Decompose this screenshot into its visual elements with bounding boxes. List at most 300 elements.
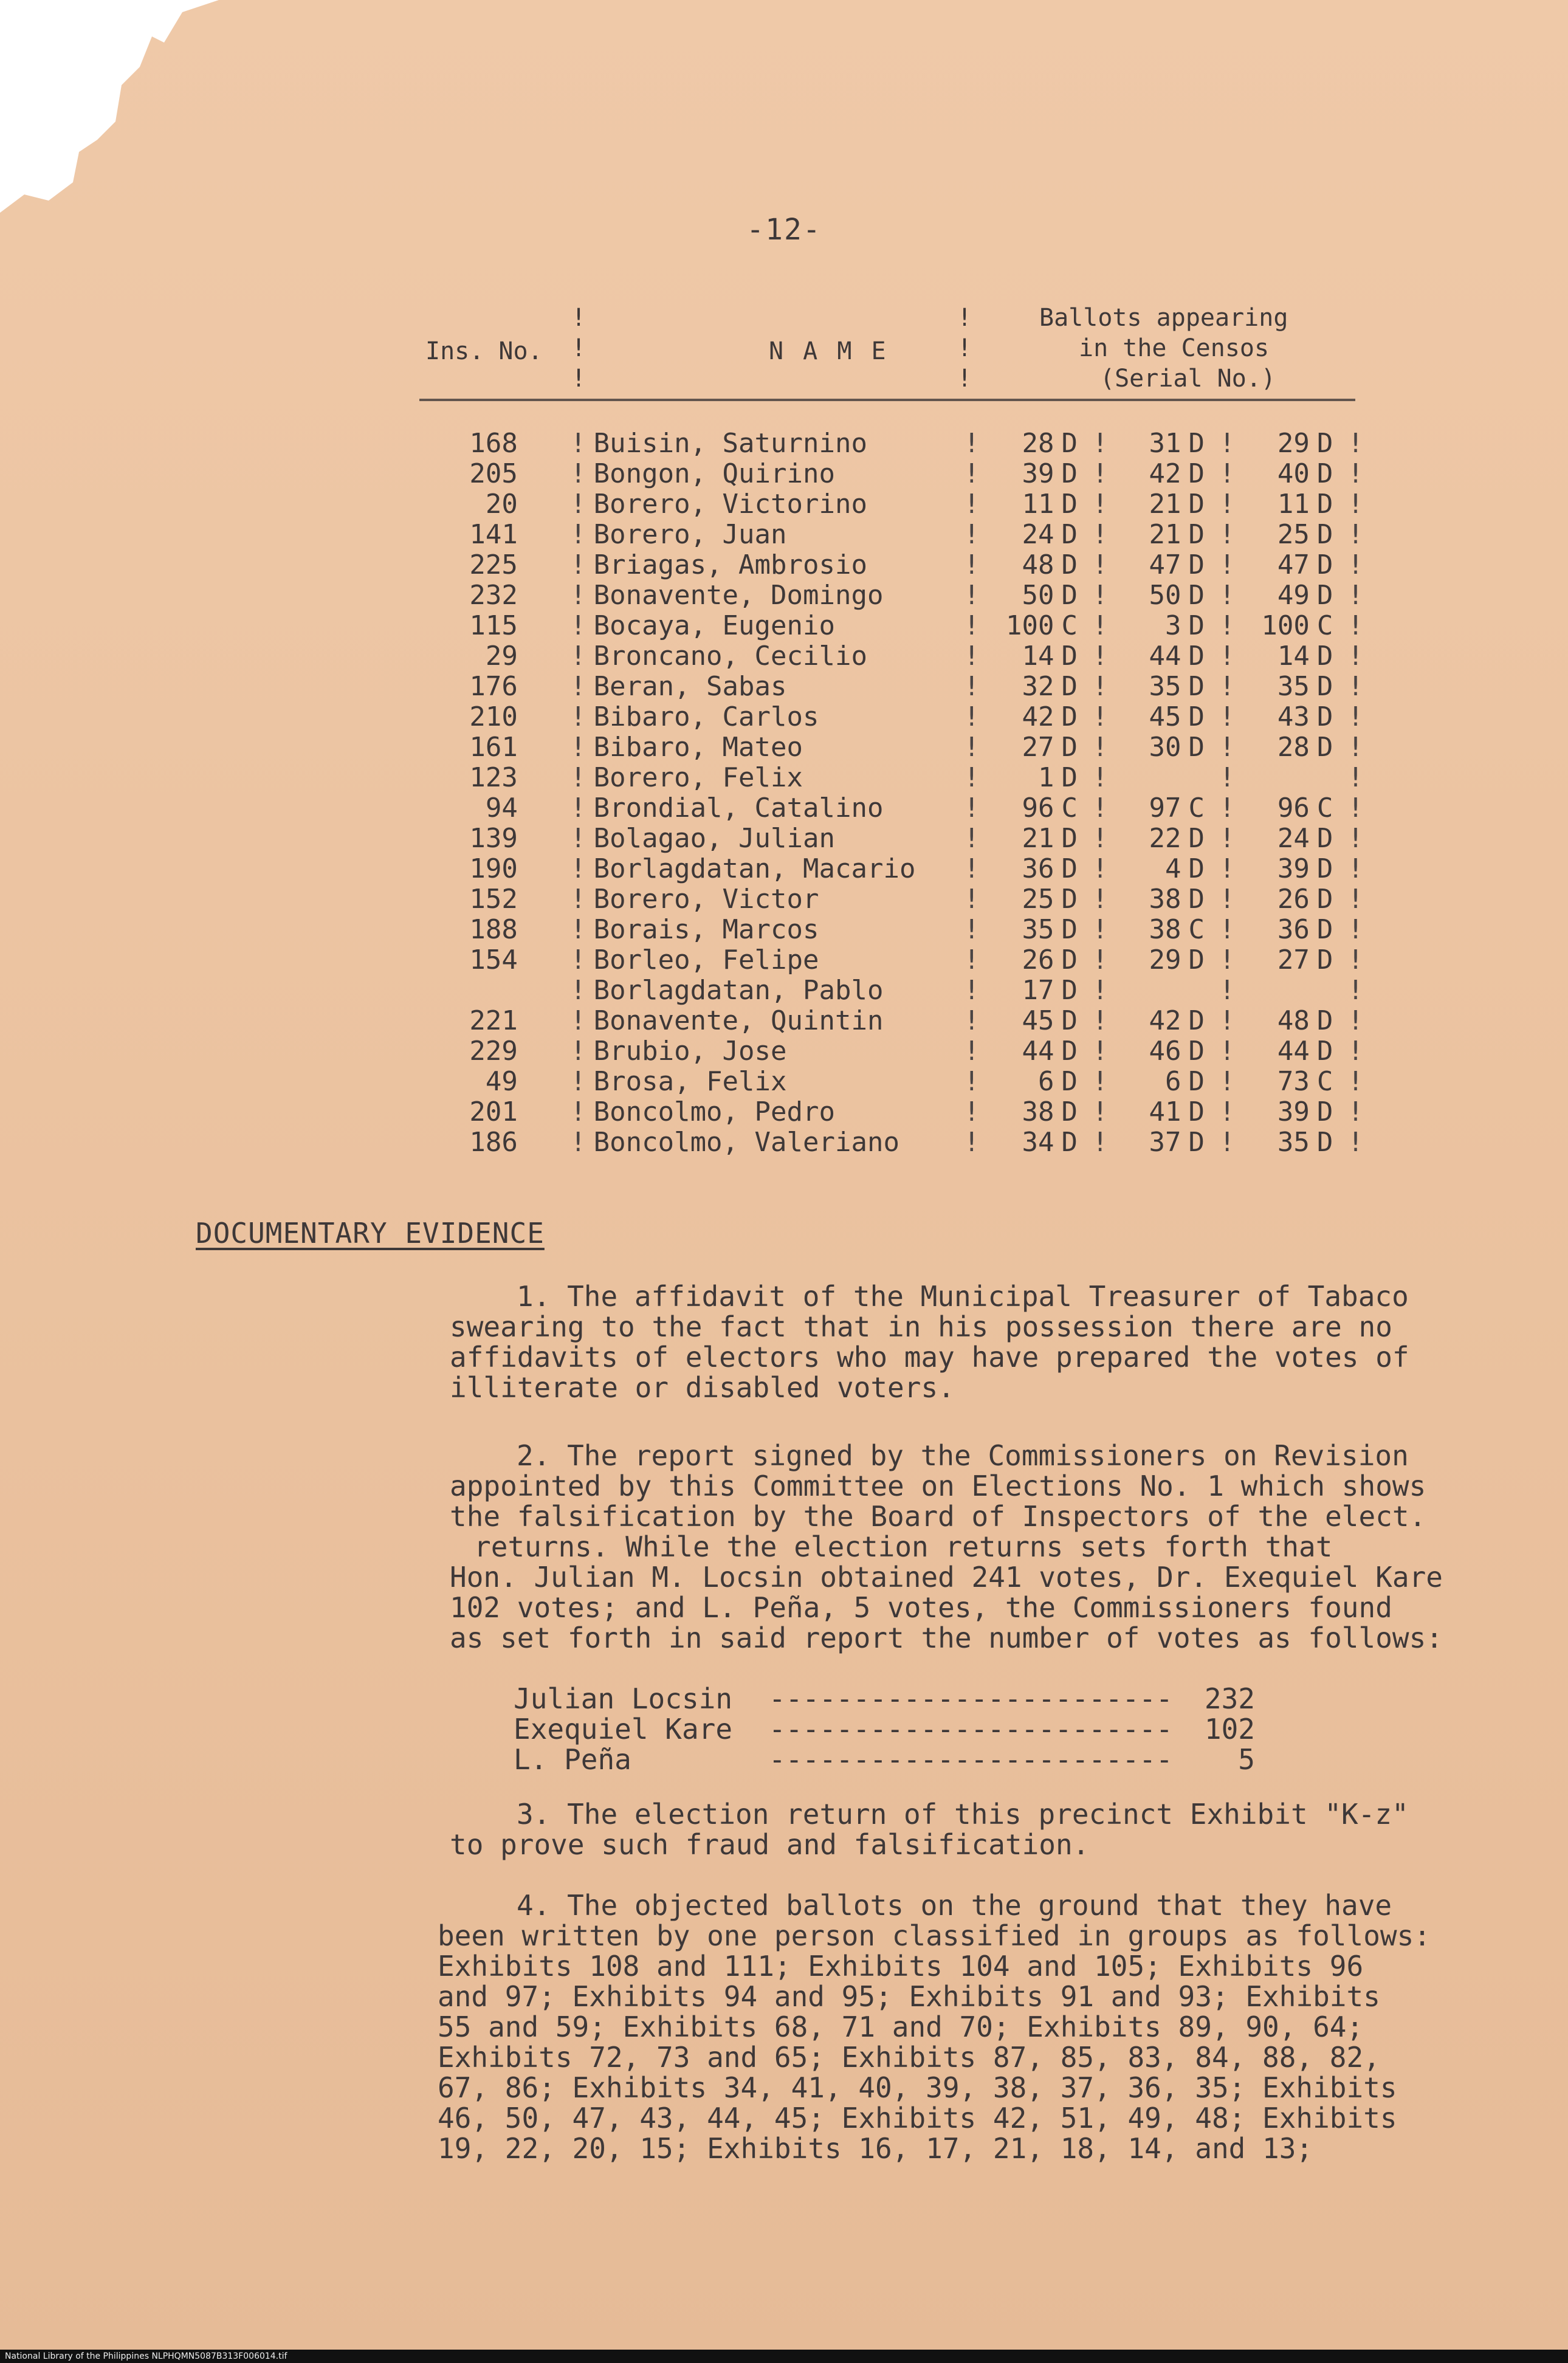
grade-cell: D (1061, 458, 1078, 489)
name-cell: Brubio, Jose (593, 1036, 787, 1067)
column-separator: ! (963, 914, 980, 945)
column-separator: ! (1092, 549, 1109, 580)
grade-cell: C (1316, 793, 1333, 824)
column-separator: ! (1092, 489, 1109, 520)
column-separator: ! (1092, 428, 1109, 459)
vote-count: 5 (1238, 1743, 1255, 1776)
grade-cell: D (1316, 944, 1333, 975)
grade-cell: D (1188, 944, 1205, 975)
serial-cell: 6 (1038, 1066, 1054, 1097)
grade-cell: D (1188, 1066, 1205, 1097)
column-separator: ! (1347, 1066, 1364, 1097)
section-title: DOCUMENTARY EVIDENCE (196, 1217, 545, 1250)
grade-cell: D (1188, 732, 1205, 763)
column-separator: ! (569, 914, 586, 945)
column-separator: ! (963, 701, 980, 732)
grade-cell: D (1316, 732, 1333, 763)
serial-cell: 31 (1149, 428, 1181, 459)
column-separator: ! (569, 853, 586, 884)
column-separator: ! (571, 365, 586, 393)
ins-no-cell: 20 (485, 489, 518, 520)
serial-cell: 47 (1277, 549, 1310, 580)
grade-cell: D (1061, 732, 1078, 763)
grade-cell: D (1061, 975, 1078, 1006)
serial-cell: 44 (1277, 1036, 1310, 1067)
column-separator: ! (1219, 641, 1236, 672)
name-cell: Bonavente, Quintin (593, 1005, 884, 1036)
column-separator: ! (569, 944, 586, 975)
ins-no-cell: 139 (469, 823, 518, 854)
serial-cell: 14 (1277, 641, 1310, 672)
grade-cell: D (1316, 428, 1333, 459)
grade-cell: D (1188, 580, 1205, 611)
column-separator: ! (569, 641, 586, 672)
ins-no-cell: 201 (469, 1096, 518, 1127)
column-separator: ! (1092, 671, 1109, 702)
column-separator: ! (1219, 1036, 1236, 1067)
name-cell: Bolagao, Julian (593, 823, 835, 854)
item1-line: 1. The affidavit of the Municipal Treasurer of Tabaco (517, 1280, 1409, 1313)
grade-cell: D (1061, 489, 1078, 520)
serial-cell: 36 (1022, 853, 1054, 884)
grade-cell: C (1188, 793, 1205, 824)
grade-cell (1189, 763, 1216, 793)
column-separator: ! (963, 428, 980, 459)
grade-cell: D (1188, 428, 1205, 459)
column-separator: ! (963, 975, 980, 1006)
item2-line: returns. While the election returns sets forth that (474, 1530, 1333, 1563)
grade-cell: D (1316, 1127, 1333, 1158)
item4-line: and 97; Exhibits 94 and 95; Exhibits 91 and 93; Exhibits (438, 1980, 1380, 2013)
ins-no-cell: 210 (469, 701, 518, 732)
table-row (419, 884, 1367, 915)
grade-cell: D (1061, 580, 1078, 611)
ins-no-cell: 190 (469, 853, 518, 884)
item2-line: 2. The report signed by the Commissioners on Revision (517, 1439, 1409, 1472)
grade-cell: D (1061, 1036, 1078, 1067)
header-ins-no: Ins. No. (425, 337, 543, 365)
column-separator: ! (963, 884, 980, 915)
ins-no-cell: 176 (469, 671, 518, 702)
grade-cell: C (1188, 914, 1205, 945)
column-separator: ! (1347, 489, 1364, 520)
item4-line: Exhibits 72, 73 and 65; Exhibits 87, 85, 83, 84, 88, 82, (438, 2041, 1380, 2074)
serial-cell: 28 (1022, 428, 1054, 459)
name-cell: Brosa, Felix (593, 1066, 787, 1097)
column-separator: ! (963, 489, 980, 520)
column-separator: ! (963, 1036, 980, 1067)
dash-leader: ------------------------ (769, 1684, 1173, 1714)
column-separator: ! (963, 458, 980, 489)
grade-cell: D (1188, 519, 1205, 550)
serial-cell: 30 (1149, 732, 1181, 763)
grade-cell: D (1188, 701, 1205, 732)
grade-cell: D (1188, 1005, 1205, 1036)
name-cell: Broncano, Cecilio (593, 641, 867, 672)
table-row (419, 732, 1367, 763)
serial-cell: 39 (1022, 458, 1054, 489)
column-separator: ! (569, 458, 586, 489)
serial-cell: 39 (1277, 853, 1310, 884)
header-rule (419, 399, 1355, 401)
column-separator: ! (569, 549, 586, 580)
column-separator: ! (569, 489, 586, 520)
grade-cell: C (1061, 793, 1078, 824)
serial-cell: 35 (1277, 671, 1310, 702)
table-row (419, 641, 1367, 672)
table-row (419, 1127, 1367, 1158)
serial-cell: 35 (1022, 914, 1054, 945)
ins-no-cell: 232 (469, 580, 518, 611)
name-cell: Brondial, Catalino (593, 793, 884, 824)
name-cell: Borero, Juan (593, 519, 787, 550)
serial-cell: 40 (1277, 458, 1310, 489)
serial-cell: 1 (1038, 762, 1054, 793)
column-separator: ! (963, 1096, 980, 1127)
column-separator: ! (1219, 823, 1236, 854)
serial-cell: 25 (1277, 519, 1310, 550)
serial-cell: 25 (1022, 884, 1054, 915)
grade-cell: D (1316, 701, 1333, 732)
serial-cell: 49 (1277, 580, 1310, 611)
dash-leader: ------------------------ (769, 1744, 1173, 1775)
evidence-item-2 (450, 1440, 1513, 1653)
grade-cell: D (1188, 1096, 1205, 1127)
column-separator: ! (1219, 1096, 1236, 1127)
grade-cell: D (1061, 701, 1078, 732)
item4-line: 19, 22, 20, 15; Exhibits 16, 17, 21, 18, 14, and 13; (438, 2132, 1313, 2165)
grade-cell: D (1061, 641, 1078, 672)
grade-cell: D (1061, 1127, 1078, 1158)
column-separator: ! (963, 944, 980, 975)
serial-cell: 21 (1149, 489, 1181, 520)
vote-row (514, 1744, 1255, 1775)
serial-cell: 47 (1149, 549, 1181, 580)
grade-cell: D (1188, 458, 1205, 489)
grade-cell: D (1061, 944, 1078, 975)
grade-cell: D (1061, 884, 1078, 915)
column-separator: ! (1347, 823, 1364, 854)
grade-cell: C (1316, 1066, 1333, 1097)
serial-cell: 38 (1022, 1096, 1054, 1127)
table-row (419, 824, 1367, 854)
column-separator: ! (1347, 641, 1364, 672)
column-separator: ! (569, 1005, 586, 1036)
serial-cell: 97 (1149, 793, 1181, 824)
column-separator: ! (963, 1127, 980, 1158)
column-separator: ! (1092, 975, 1109, 1006)
ins-no-cell: 154 (469, 944, 518, 975)
column-separator: ! (963, 641, 980, 672)
column-separator: ! (569, 701, 586, 732)
table-row (419, 489, 1367, 520)
serial-cell: 39 (1277, 1096, 1310, 1127)
ins-no-cell: 221 (469, 1005, 518, 1036)
column-separator: ! (1347, 1127, 1364, 1158)
column-separator: ! (1347, 580, 1364, 611)
column-separator: ! (1219, 853, 1236, 884)
column-separator: ! (1347, 428, 1364, 459)
serial-cell: 32 (1022, 671, 1054, 702)
grade-cell: D (1061, 853, 1078, 884)
serial-cell: 14 (1022, 641, 1054, 672)
grade-cell: D (1316, 823, 1333, 854)
serial-cell: 96 (1022, 793, 1054, 824)
column-separator: ! (963, 853, 980, 884)
table-row (419, 793, 1367, 824)
item4-line: 4. The objected ballots on the ground that they have (517, 1889, 1392, 1922)
grade-cell: D (1316, 580, 1333, 611)
column-separator: ! (1347, 853, 1364, 884)
name-cell: Bibaro, Carlos (593, 701, 819, 732)
column-separator: ! (963, 823, 980, 854)
grade-cell: D (1061, 1005, 1078, 1036)
item1-line: swearing to the fact that in his possession there are no (450, 1310, 1392, 1343)
column-separator: ! (569, 580, 586, 611)
item1-line: affidavits of electors who may have prepared the votes of (450, 1341, 1409, 1374)
serial-cell: 42 (1149, 458, 1181, 489)
column-separator: ! (1092, 519, 1109, 550)
item4-line: been written by one person classified in groups as follows: (438, 1919, 1431, 1952)
column-separator: ! (1092, 914, 1109, 945)
serial-cell: 38 (1149, 914, 1181, 945)
grade-cell: D (1316, 1096, 1333, 1127)
serial-cell: 48 (1277, 1005, 1310, 1036)
column-separator: ! (963, 732, 980, 763)
column-separator: ! (1219, 701, 1236, 732)
column-separator: ! (1219, 1127, 1236, 1158)
serial-cell: 11 (1277, 489, 1310, 520)
table-row (419, 611, 1367, 641)
column-separator: ! (1092, 732, 1109, 763)
vote-row (514, 1714, 1255, 1744)
grade-cell: D (1061, 671, 1078, 702)
column-separator: ! (963, 793, 980, 824)
item2-line: 102 votes; and L. Peña, 5 votes, the Commissioners found (450, 1591, 1392, 1624)
serial-cell: 21 (1149, 519, 1181, 550)
name-cell: Borais, Marcos (593, 914, 819, 945)
column-separator: ! (569, 793, 586, 824)
column-separator: ! (1347, 701, 1364, 732)
grade-cell: D (1188, 610, 1205, 641)
grade-cell: D (1316, 549, 1333, 580)
column-separator: ! (1347, 762, 1364, 793)
column-separator: ! (569, 1096, 586, 1127)
column-separator: ! (1219, 975, 1236, 1006)
column-separator: ! (963, 610, 980, 641)
column-separator: ! (1347, 1096, 1364, 1127)
vote-counts (514, 1684, 1255, 1775)
column-separator: ! (1347, 914, 1364, 945)
column-separator: ! (1092, 823, 1109, 854)
column-separator: ! (963, 580, 980, 611)
serial-cell: 73 (1277, 1066, 1310, 1097)
grade-cell: D (1316, 489, 1333, 520)
serial-cell: 46 (1149, 1036, 1181, 1067)
column-separator: ! (1092, 1036, 1109, 1067)
ins-no-cell: 152 (469, 884, 518, 915)
grade-cell: D (1061, 1096, 1078, 1127)
serial-cell: 27 (1022, 732, 1054, 763)
column-separator: ! (569, 671, 586, 702)
name-cell: Bibaro, Mateo (593, 732, 803, 763)
ins-no-cell: 168 (469, 428, 518, 459)
serial-cell: 35 (1149, 671, 1181, 702)
grade-cell: D (1316, 671, 1333, 702)
grade-cell (1317, 763, 1344, 793)
column-separator: ! (569, 762, 586, 793)
grade-cell (1317, 975, 1344, 1006)
column-separator: ! (1347, 458, 1364, 489)
vote-row (514, 1684, 1255, 1714)
vote-count: 232 (1204, 1682, 1255, 1715)
item4-line: Exhibits 108 and 111; Exhibits 104 and 105; Exhibits 96 (438, 1950, 1364, 1983)
grade-cell: D (1061, 519, 1078, 550)
serial-cell: 24 (1022, 519, 1054, 550)
column-separator: ! (569, 884, 586, 915)
evidence-item-4 (438, 1890, 1501, 2164)
ins-no-cell: 94 (485, 793, 518, 824)
column-separator: ! (1092, 641, 1109, 672)
grade-cell: D (1188, 853, 1205, 884)
grade-cell: D (1188, 671, 1205, 702)
column-separator: ! (1092, 580, 1109, 611)
column-separator: ! (1347, 732, 1364, 763)
serial-cell: 11 (1022, 489, 1054, 520)
name-cell: Boncolmo, Pedro (593, 1096, 835, 1127)
column-separator: ! (1092, 762, 1109, 793)
item3-line: to prove such fraud and falsification. (450, 1828, 1090, 1861)
column-separator: ! (1219, 519, 1236, 550)
grade-cell: D (1188, 1036, 1205, 1067)
column-separator: ! (1092, 1066, 1109, 1097)
serial-cell: 4 (1165, 853, 1181, 884)
table-row (419, 1067, 1367, 1097)
ins-no-cell: 29 (485, 641, 518, 672)
grade-cell: D (1061, 428, 1078, 459)
serial-cell: 24 (1277, 823, 1310, 854)
grade-cell: D (1061, 914, 1078, 945)
grade-cell: D (1316, 1005, 1333, 1036)
column-separator: ! (1347, 1036, 1364, 1067)
column-separator: ! (1219, 610, 1236, 641)
serial-cell: 48 (1022, 549, 1054, 580)
name-cell: Borleo, Felipe (593, 944, 819, 975)
serial-cell (1112, 975, 1189, 1006)
serial-cell: 45 (1149, 701, 1181, 732)
serial-cell: 26 (1022, 944, 1054, 975)
column-separator: ! (1347, 671, 1364, 702)
column-separator: ! (569, 610, 586, 641)
grade-cell: D (1188, 823, 1205, 854)
column-separator: ! (1092, 458, 1109, 489)
column-separator: ! (1092, 944, 1109, 975)
column-separator: ! (1347, 975, 1364, 1006)
header-name: N A M E (769, 337, 889, 365)
name-cell: Bocaya, Eugenio (593, 610, 835, 641)
column-separator: ! (1347, 944, 1364, 975)
column-separator: ! (1092, 1005, 1109, 1036)
grade-cell: D (1316, 641, 1333, 672)
column-separator: ! (963, 549, 980, 580)
column-separator: ! (571, 304, 586, 332)
column-separator: ! (569, 1066, 586, 1097)
column-separator: ! (1219, 884, 1236, 915)
column-separator: ! (569, 1036, 586, 1067)
item4-line: 46, 50, 47, 43, 44, 45; Exhibits 42, 51, 49, 48; Exhibits (438, 2102, 1397, 2134)
column-separator: ! (1219, 580, 1236, 611)
header-ballots-line1: Ballots appearing (1039, 304, 1288, 332)
table-row (419, 1036, 1367, 1067)
table-row (419, 1097, 1367, 1127)
vote-count: 102 (1204, 1713, 1255, 1746)
column-separator: ! (1092, 1127, 1109, 1158)
ins-no-cell: 115 (469, 610, 518, 641)
serial-cell: 44 (1022, 1036, 1054, 1067)
dash-leader: ------------------------ (769, 1714, 1173, 1744)
serial-cell: 3 (1165, 610, 1181, 641)
candidate-name: L. Peña (514, 1743, 631, 1776)
candidate-name: Julian Locsin (514, 1682, 733, 1715)
column-separator: ! (957, 304, 972, 332)
column-separator: ! (1092, 853, 1109, 884)
grade-cell: D (1061, 1066, 1078, 1097)
item4-line: 67, 86; Exhibits 34, 41, 40, 39, 38, 37, 36, 35; Exhibits (438, 2071, 1397, 2104)
column-separator: ! (1219, 732, 1236, 763)
grade-cell: D (1188, 884, 1205, 915)
table-row (419, 428, 1367, 459)
serial-cell: 26 (1277, 884, 1310, 915)
serial-cell: 96 (1277, 793, 1310, 824)
column-separator: ! (957, 365, 972, 393)
serial-cell: 45 (1022, 1005, 1054, 1036)
item2-line: the falsification by the Board of Inspectors of the elect. (450, 1500, 1426, 1533)
column-separator: ! (1092, 701, 1109, 732)
ins-no-cell: 161 (469, 732, 518, 763)
table-row (419, 702, 1367, 732)
table-row (419, 459, 1367, 489)
table-row (419, 520, 1367, 550)
name-cell: Borero, Felix (593, 762, 803, 793)
serial-cell: 50 (1022, 580, 1054, 611)
serial-cell (1239, 763, 1317, 793)
serial-cell: 42 (1022, 701, 1054, 732)
name-cell: Borlagdatan, Pablo (593, 975, 884, 1006)
ins-no-cell: 205 (469, 458, 518, 489)
table-row (419, 672, 1367, 702)
column-separator: ! (1347, 519, 1364, 550)
serial-cell (1239, 975, 1317, 1006)
column-separator: ! (957, 334, 972, 362)
ins-no-cell: 141 (469, 519, 518, 550)
serial-cell: 41 (1149, 1096, 1181, 1127)
item2-line: as set forth in said report the number of votes as follows: (450, 1622, 1443, 1654)
column-separator: ! (1347, 549, 1364, 580)
serial-cell: 100 (1006, 610, 1054, 641)
item4-line: 55 and 59; Exhibits 68, 71 and 70; Exhibits 89, 90, 64; (438, 2010, 1364, 2043)
grade-cell: C (1316, 610, 1333, 641)
serial-cell: 100 (1261, 610, 1310, 641)
grade-cell: D (1188, 549, 1205, 580)
table-row (419, 854, 1367, 884)
evidence-item-3 (450, 1799, 1513, 1860)
voters-table (419, 428, 1367, 1158)
item1-line: illiterate or disabled voters. (450, 1371, 955, 1404)
name-cell: Bonavente, Domingo (593, 580, 884, 611)
ins-no-cell: 229 (469, 1036, 518, 1067)
serial-cell: 22 (1149, 823, 1181, 854)
grade-cell: D (1061, 823, 1078, 854)
